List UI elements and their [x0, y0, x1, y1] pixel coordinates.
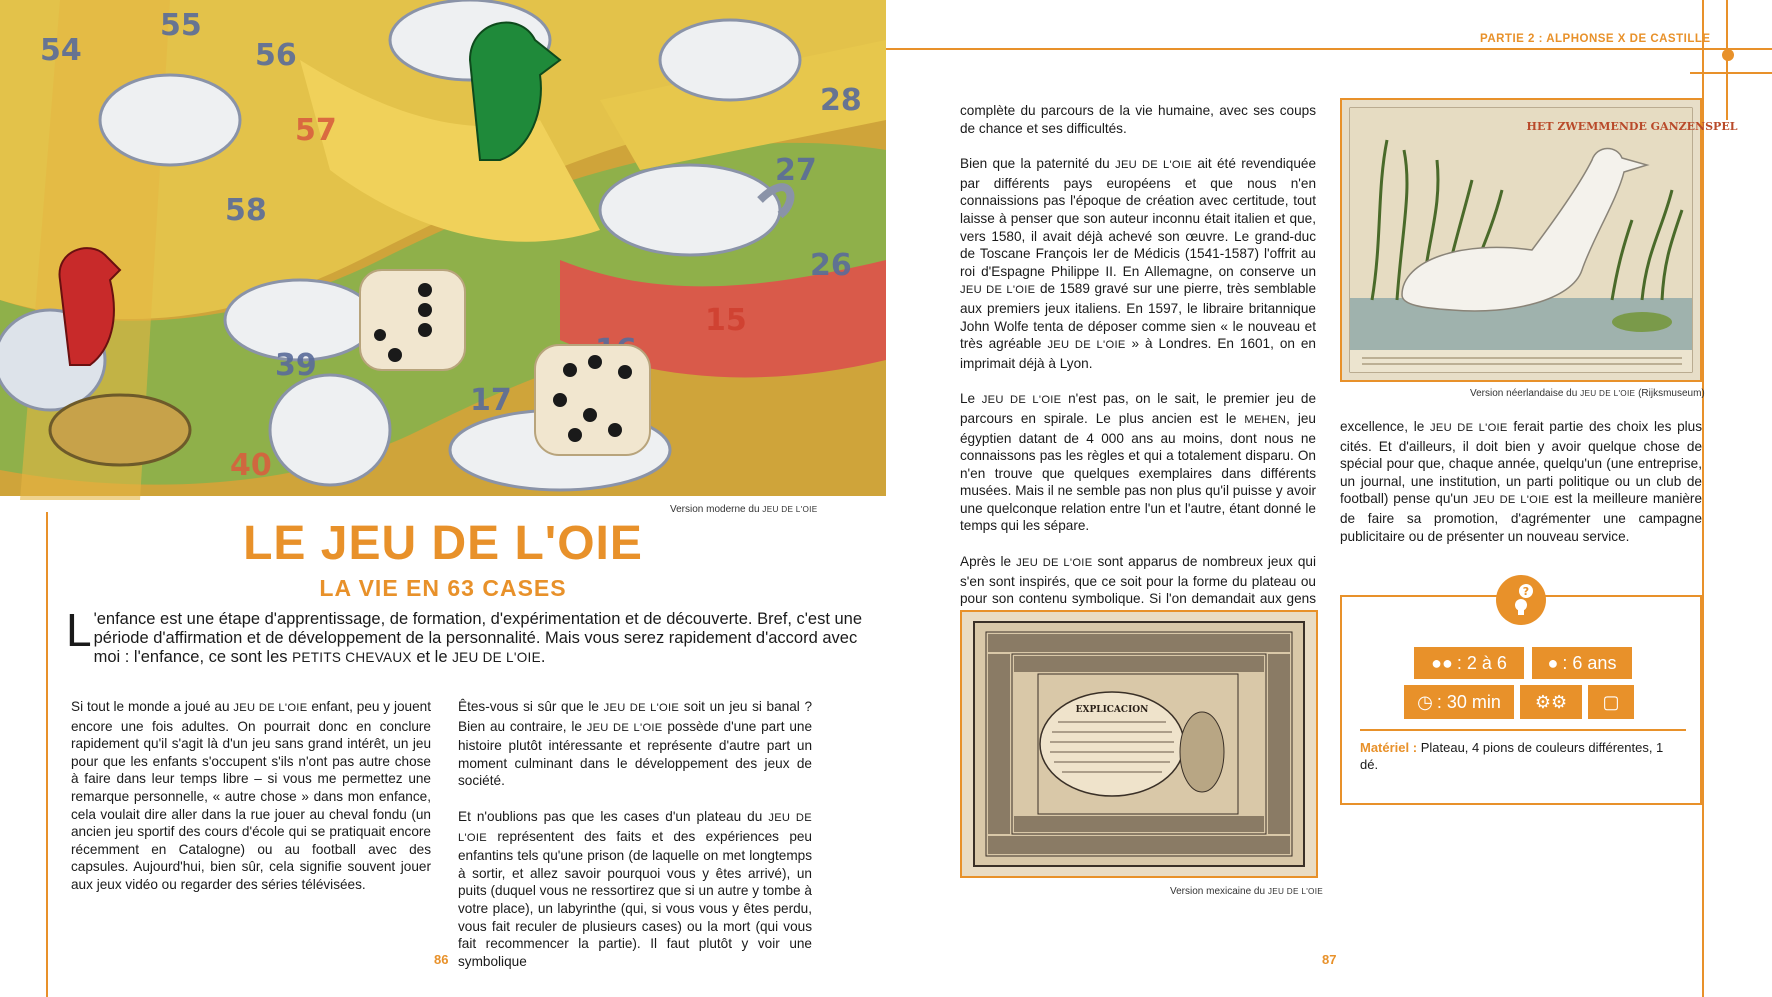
- game-name: JEU DE L'OIE: [233, 702, 308, 714]
- text: Bien que la paternité du: [960, 156, 1110, 172]
- paragraph: [458, 808, 812, 970]
- paragraph: [71, 698, 431, 894]
- game-name: JEU DE L'OIE: [1115, 159, 1192, 172]
- left-margin-rule: [46, 512, 48, 997]
- time-value: : 30 min: [1436, 691, 1501, 712]
- paragraph: [1340, 418, 1702, 545]
- players-value: : 2 à 6: [1456, 652, 1507, 673]
- text: sont apparus de nombreux jeux qui s'en sont inspirés, que ce soit pour la forme du plateau ou pour son contenu symbolique. Si l'on demandait aux gens: [960, 554, 1316, 607]
- mexican-board-illustration: [962, 612, 1316, 876]
- age-icon: ●: [1547, 652, 1559, 673]
- dutch-caption: [1470, 388, 1705, 399]
- game-name: JEU DE L'OIE: [603, 702, 680, 714]
- caption-text: Version néerlandaise du: [1470, 388, 1578, 399]
- game-name: JEU DE L'OIE: [1430, 422, 1508, 434]
- players-badge: [1414, 647, 1524, 679]
- intro-text: Bref, c'est une période d'affirmation et de développement de la personnalité. Mais vous serez rapidement d'accord avec moi : l'enfance, ce sont les: [93, 610, 863, 666]
- die: [535, 345, 650, 455]
- game-name: JEU DE L'OIE: [981, 394, 1062, 407]
- text: est la meilleure manière de faire sa promotion, d'agrémenter une campagne publicitaire ou de présenter un nouveau service.: [1340, 491, 1703, 544]
- board-number: 57: [295, 113, 337, 148]
- text: » à Londres. En 1601, on en imprimait déjà à Lyon.: [960, 336, 1316, 371]
- game-info-box: [1340, 585, 1702, 805]
- text: Après le: [960, 554, 1012, 570]
- text: excellence, le: [1340, 419, 1425, 434]
- question-icon: [1496, 575, 1546, 625]
- game-name: JEU DE L'OIE: [586, 721, 663, 734]
- intro-paragraph: [66, 604, 866, 667]
- board-number: 26: [810, 248, 852, 283]
- text: n'est pas, on le sait, le premier jeu de parcours en spirale. Le plus ancien est le: [960, 391, 1316, 426]
- game-name: MEHEN: [1244, 413, 1287, 426]
- board-number: 27: [775, 153, 817, 188]
- paragraph: [960, 390, 1316, 535]
- text: soit un jeu si banal ? Bien au contraire, le: [458, 699, 813, 734]
- caption-game-name: JEU DE L'OIE: [1580, 389, 1636, 398]
- intro-text: .: [540, 648, 546, 666]
- dutch-goose-illustration: [1342, 100, 1738, 380]
- intro-game-name: PETITS CHEVAUX: [292, 650, 412, 665]
- text: possède d'une part une histoire plutôt intéressante et représente d'autre part un moment culminant dans le développement des jeux de société.: [458, 718, 813, 789]
- game-name: JEU DE L'OIE: [1473, 494, 1550, 507]
- board-number: 28: [820, 83, 862, 118]
- left-column-1: [71, 698, 431, 912]
- intro-text: et le: [416, 648, 448, 666]
- text: Êtes-vous si sûr que le: [458, 699, 599, 714]
- text: ait été revendiquée par différents pays européens et que nous n'en connaissions pas l'époque de création avec certitude, tout laisse à penser que son auteur inconnu était italien et que, vers 1580, il avait déjà achevé son œuvre. Le grand-duc de Toscane François Ier de Médicis (1541-1587) l'offrit au roi d'Espagne Philippe II. En Allemagne, on conserve un: [960, 156, 1317, 279]
- die: [360, 270, 465, 370]
- game-name: JEU DE L'OIE: [1047, 339, 1126, 352]
- caption-text: Version moderne du: [670, 504, 760, 515]
- svg-text:?: ?: [1522, 585, 1530, 598]
- text: , jeu égyptien datant de 4 000 ans au moins, dont nous ne connaissons pas les règles et qui a totalement disparu. On n'en trouve que quelques exemplaires dans différents musées. Mais il ne semble pas non plus qu'il puisse y avoir une quelconque relation entre l'un et l'autre, étant donné le temps qui les sépare.: [960, 410, 1316, 534]
- drop-cap: L: [66, 604, 92, 656]
- text: de 1589 gravé sur une pierre, très semblable aux premiers jeux italiens. En 1597, le libraire britannique John Wolfe tenta de déposer comme sien « le nouveau et très agréable: [960, 281, 1317, 352]
- age-badge: [1532, 647, 1632, 679]
- caption-text: Version mexicaine du: [1170, 886, 1266, 897]
- game-board-photo: [0, 0, 886, 496]
- board-number: 15: [705, 303, 747, 338]
- text: ferait partie des choix les plus cités. Et d'ailleurs, il doit bien y avoir quelque chose de spécial pour que, chaque année, quelqu'un (une entreprise, un journal, une institution, un parti politique ou un club de football) pense qu'un: [1340, 419, 1703, 507]
- gears-icon: ⚙⚙: [1520, 685, 1582, 719]
- paragraph: complète du parcours de la vie humaine, avec ses coups de chance et ses difficultés.: [960, 103, 1316, 136]
- material-label: Matériel :: [1360, 740, 1418, 755]
- box-icon: ▢: [1588, 685, 1634, 719]
- material-text: Plateau, 4 pions de couleurs différentes, 1 dé.: [1360, 740, 1664, 772]
- caption-game-name: JEU DE L'OIE: [1267, 887, 1324, 896]
- age-value: : 6 ans: [1562, 652, 1617, 673]
- header-dot: [1722, 49, 1734, 61]
- caption-game-name: JEU DE L'OIE: [762, 505, 818, 514]
- page-number: 87: [1322, 952, 1337, 967]
- board-number: 55: [160, 8, 202, 43]
- mexican-caption: [1170, 886, 1323, 897]
- clock-icon: ◷: [1417, 691, 1433, 712]
- text: Et n'oublions pas que les cases d'un plateau du: [458, 808, 763, 824]
- board-label: EXPLICACION: [1075, 705, 1149, 715]
- header-rule-short: [1690, 72, 1772, 74]
- header-rule: [886, 48, 1772, 50]
- intro-game-name: JEU DE L'OIE: [452, 650, 541, 665]
- info-divider: [1360, 729, 1686, 731]
- game-name: JEU DE L'OIE: [1016, 557, 1093, 570]
- text: Si tout le monde a joué au: [71, 699, 230, 714]
- page-title: LE JEU DE L'OIE: [243, 517, 643, 570]
- board-number: 58: [225, 193, 267, 228]
- page-number: 86: [434, 952, 449, 967]
- board-number: 54: [40, 33, 82, 68]
- paragraph: [458, 698, 812, 790]
- dutch-title: HET ZWEMMENDE GANZENSPEL: [1526, 120, 1738, 133]
- game-name: JEU DE L'OIE: [458, 811, 812, 844]
- right-column-2: [1340, 418, 1702, 563]
- dutch-game-image: [1340, 98, 1738, 382]
- game-name: JEU DE L'OIE: [960, 284, 1036, 297]
- intro-text: 'enfance est une étape d'apprentissage, de formation, d'expérimentation et de découverte.: [93, 610, 753, 628]
- board-number: 39: [275, 348, 317, 383]
- text: enfant, peu y jouent encore une fois adultes. On pourrait donc en conclure rapidement qu'il s'agit là d'un jeu sans grand intérêt, un jeu pour que les enfants s'occupent s'ils n'ont pas autre chose à faire dans leur temps libre – si vous me permettez une remarque personnelle, « autre chose » dans mon enfance, cela voulait dire aller dans la rue jouer au cheval fondu (un ancien jeu sportif des cours d'école qui se pratiquait encore récemment en Catalogne) ou au football avec des capsules. Aujourd'hui, bien sûr, cela signifie souvent jouer aux jeux vidéo ou regarder des séries télévisées.: [71, 699, 432, 892]
- goose-game-board-illustration: [0, 0, 886, 496]
- photo-caption: [670, 504, 818, 515]
- caption-text: (Rijksmuseum): [1638, 388, 1705, 399]
- board-number: 56: [255, 38, 297, 73]
- time-badge: [1404, 685, 1514, 719]
- board-number: 40: [230, 448, 272, 483]
- mexican-board-image: [960, 610, 1318, 878]
- board-number: 17: [470, 383, 512, 418]
- left-column-2: [458, 698, 812, 988]
- page-subtitle: LA VIE EN 63 CASES: [319, 575, 567, 601]
- running-head: PARTIE 2 : ALPHONSE X DE CASTILLE: [1480, 33, 1711, 45]
- right-margin-rule: [1702, 0, 1704, 997]
- material-line: [1360, 739, 1680, 773]
- right-column-1: [960, 102, 1316, 643]
- text: Le: [960, 391, 976, 407]
- text: représentent des faits et des expériences peu enfantins tels qu'une prison (de laquelle on met longtemps à sortir, et allez savoir pourquoi vous y êtes arrivé), un puits (duquel vous ne ressortirez que si un autre y tombe à votre place), un labyrinthe (qui, si vous vous y êtes perdu, vous fait reculer de plusieurs cases) ou la mort (qui vous fait recommencer la partie). Il faut plutôt y voir une symbolique: [458, 828, 812, 969]
- paragraph: [960, 155, 1316, 372]
- players-icon: ●●: [1431, 652, 1453, 673]
